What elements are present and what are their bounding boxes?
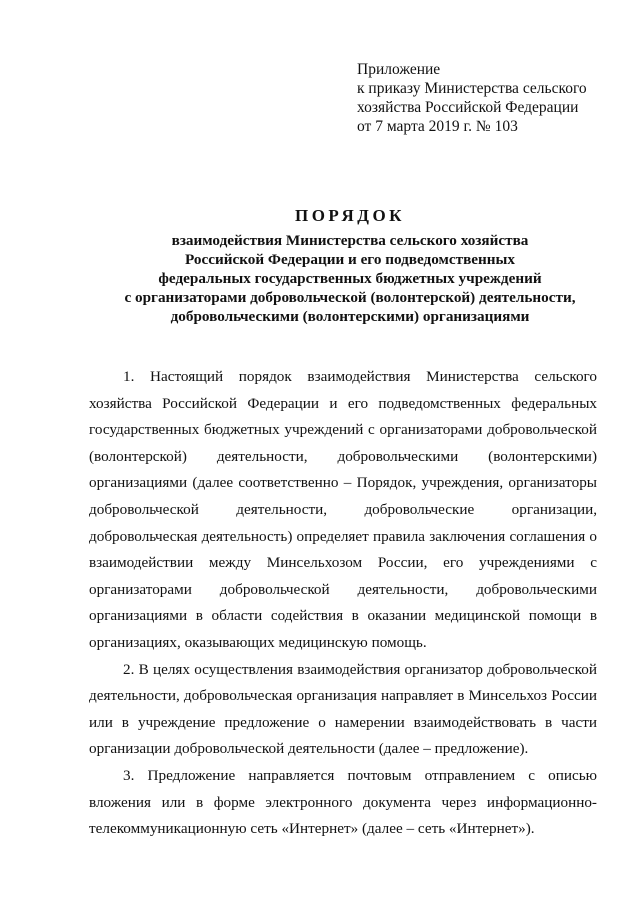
paragraph-2: 2. В целях осуществления взаимодействия организатор добровольческой деятельности, добровольческая организация направляет в Минсельхоз России или в учреждение предложение о намерении взаимодействовать в части организации добровольческой деятельности (далее – предложение). (89, 660, 597, 758)
document-subtitle-line: Российской Федерации и его подведомственных (185, 251, 515, 268)
appendix-line: от 7 марта 2019 г. № 103 (357, 118, 518, 135)
paragraph-3: 3. Предложение направляется почтовым отправлением с описью вложения или в форме электронного документа через информационно-телекоммуникационную сеть «Интернет» (далее – сеть «Интернет»). (89, 766, 597, 838)
appendix-line: Приложение (357, 61, 441, 78)
document-subtitle-line: с организаторами добровольческой (волонтерской) деятельности, (124, 289, 576, 306)
appendix-line: к приказу Министерства сельского (357, 80, 587, 97)
document-heading (70, 205, 630, 326)
appendix-line: хозяйства Российской Федерации (357, 99, 579, 116)
document-subtitle-line: взаимодействия Министерства сельского хозяйства (171, 232, 529, 249)
document-subtitle-line: федеральных государственных бюджетных учреждений (158, 270, 542, 287)
appendix-block (357, 60, 587, 136)
document-body (89, 364, 597, 843)
document-title: ПОРЯДОК (294, 206, 405, 225)
document-subtitle-line: добровольческими (волонтерскими) организациями (170, 308, 530, 325)
paragraph-1: 1. Настоящий порядок взаимодействия Министерства сельского хозяйства Российской Федерации и его подведомственных федеральных государственных бюджетных учреждений с организаторами добровольческой (волонтерской) деятельности, добровольческими (волонтерскими) организациями (далее соответственно – Порядок, учреждения, организаторы добровольческой деятельности, добровольческие организации, добровольческая деятельность) определяет правила заключения соглашения о взаимодействии между Минсельхозом России, его учреждениями с организаторами добровольческой деятельности, добровольческими организациями в области содействия в оказании медицинской помощи в организациях, оказывающих медицинскую помощь. (89, 368, 597, 651)
